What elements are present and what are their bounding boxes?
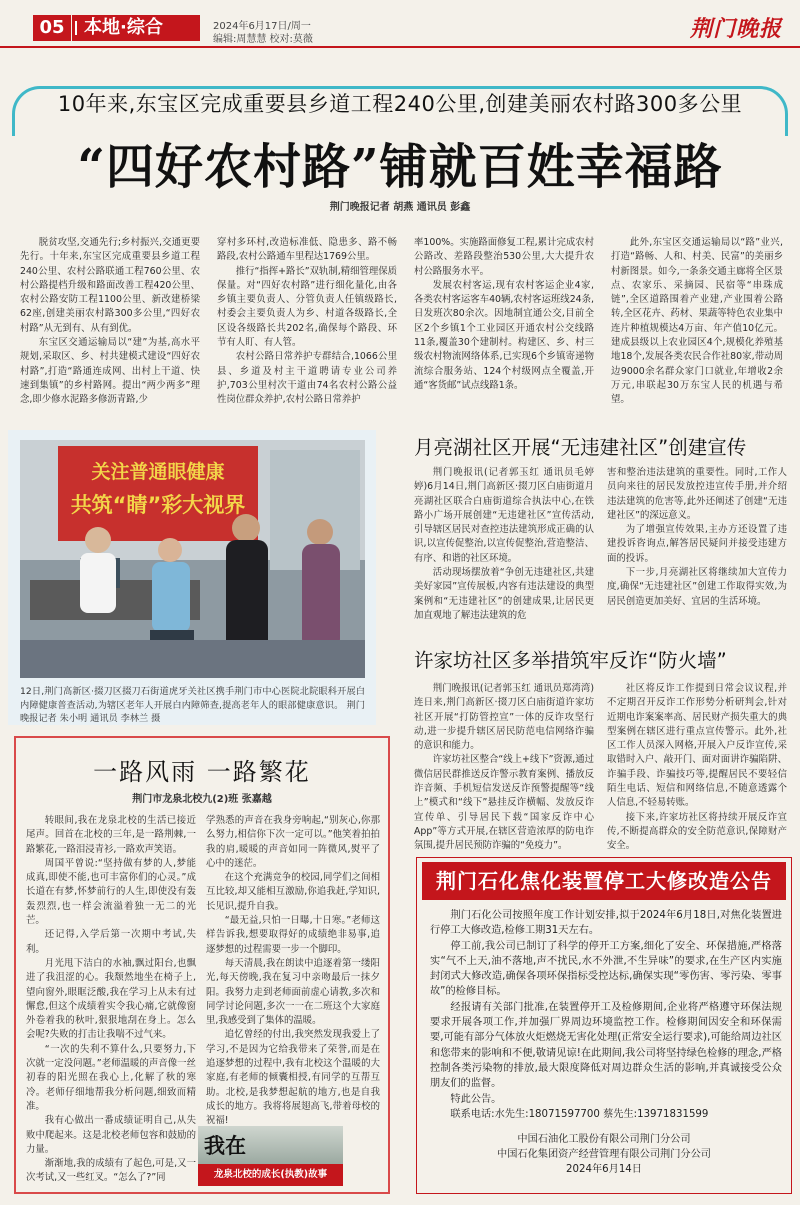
- paragraph: 渐渐地,我的成绩有了起色,可是,又一次考试,又一些红叉。“怎么了?”同: [26, 1158, 196, 1184]
- section-title: 本地·综合: [72, 15, 200, 41]
- paragraph: 月光甩下洁白的水袖,飘过阳台,也飘进了我沮涩的心。我颓然地坐在椅子上,望向窗外,眼眶泛酸,我在学习上从未有过懈怠,但这个成绩着实令我心痛,它就像窗外卷着我的秋叶,狠狠地刮在身上。怎么会呢?失败的打击让我喘不过气来。: [26, 957, 196, 1041]
- page-number: 05: [33, 15, 71, 41]
- eye-screening-photo-illustration: [20, 440, 365, 678]
- notice-title: 荆门石化焦化装置停工大修改造公告: [422, 862, 786, 900]
- essay-byline: 荆门市龙泉北校九(2)班 张嘉越: [132, 794, 272, 805]
- essay-column-2: [206, 814, 380, 1127]
- paragraph: 追忆曾经的付出,我突然发现我爱上了学习,不是因为它给我带来了荣誉,而是在追逐梦想的过程中,我有北校这个温暖的大家庭,有老师的倾囊相授,有同学的互帮互助。北校,是我梦想起航的地方,也是自我成长的地方。我将将展翅高飞,带着母校的祝福!: [206, 1029, 380, 1127]
- paragraph: 学熟悉的声音在我身旁响起,“别灰心,你那么努力,相信你下次一定可以。”他笑着拍拍我的肩,暖暖的声音如同一阵微风,熨平了心中的迷茫。: [206, 815, 380, 869]
- editor-credits: 编辑:周慧慧 校对:莫薇: [213, 34, 313, 45]
- newspaper-logo: 荆门晚报: [690, 16, 783, 42]
- story2-column-1: [414, 466, 594, 636]
- lead-column-3: [414, 236, 594, 420]
- contact-line: 联系电话:水先生:18071597700 蔡先生:13971831599: [450, 1108, 709, 1120]
- paragraph: 害和整治违法建筑的重要性。同时,工作人员向来往的居民发放控违宣传手册,并介绍违法建筑的危害等,此外还阐述了创建“无违建社区”的深远意义。: [607, 467, 787, 521]
- lead-byline: 荆门晚报记者 胡燕 通讯员 彭鑫: [329, 202, 471, 213]
- news-photo: [20, 440, 365, 678]
- paragraph: 发展农村客运,现有农村客运企业4家,各类农村客运客车40辆,农村客运班线24条,日发班次80余次。因地制宜通公交,目前全区2个乡镇1个工业园区开通农村公交线路11条,覆盖30个建制村。构建区、乡、村三级农村物流网络体系,已实现6个乡镇寄递物流综合服务站、124个村级网点全覆盖,开通“客货邮”试点线路1条。: [414, 279, 594, 391]
- paragraph: 脱贫攻坚,交通先行;乡村振兴,交通更要先行。十年来,东宝区完成重要县乡道工程240公里、农村公路联通工程760公里、农村公路提档升级和路面改善工程420公里、农村公路安防工程1100公里、新改建桥梁62座,创建美丽农村路300多公里,“四好农村路”从无到有、从有到优。: [20, 237, 200, 334]
- banner-line-1: 关注普通眼健康: [91, 461, 225, 483]
- signature-date: 2024年6月14日: [566, 1164, 642, 1175]
- paragraph: 率100%。实施路面修复工程,累计完成农村公路改、差路段整治530公里,大大提升农村公路服务水平。: [414, 237, 594, 277]
- paragraph: 社区将反诈工作提到日常会议议程,并不定期召开反诈工作形势分析研判会,针对近期电诈案案率高、居民财产损失重大的典型案例在辖区进行重点宣传警示。此外,社区工作人员深入网格,开展入户反诈宣传,采取错时入户、敲开门、面对面讲诈骗陷阱、诈骗手段、诈骗技巧等,提醒居民不要轻信陌生电话、短信和网络信息,不随意透露个人信息,不轻易转账。: [607, 683, 787, 809]
- column-badge: [198, 1126, 343, 1186]
- story2-column-2: [607, 466, 787, 636]
- paragraph: 荆门石化公司按照年度工作计划安排,拟于2024年6月18日,对焦化装置进行停工大修改造,检修工期31天左右。: [430, 910, 782, 937]
- paragraph: 荆门晚报讯(记者郭玉红 通讯员毛婷婷)6月14日,荆门高新区·掇刀区白庙街道月亮湖社区联合白庙街道综合执法中心,在铁路小广场开展创建“无违建社区”宣传活动,引导辖区居民对查控违法建筑形成正确的认识,以宣传促整治,以宣传促整治,营造整洁、有序、和谐的社区环境。: [414, 467, 594, 564]
- lead-column-1: [20, 236, 200, 420]
- paragraph: 东宝区交通运输局以“建”为基,高水平规划,采取区、乡、村共建模式建设“四好农村路”,打造“路通连成网、出村上干道、快速到集镇”的乡村路网。提出“两少两多”理念,即少修水泥路多修沥青路,少: [20, 337, 200, 406]
- paragraph: 下一步,月亮湖社区将继续加大宣传力度,确保“无违建社区”创建工作取得实效,为居民创造更加美好、宜居的生活环境。: [607, 567, 787, 607]
- lead-kicker: 10年来,东宝区完成重要县乡道工程240公里,创建美丽农村路300多公里: [57, 92, 743, 116]
- paragraph: 转眼间,我在龙泉北校的生活已接近尾声。回首在北校的三年,是一路荆棘,一路繁花,一路泪浸青衫,一路欢声笑语。: [26, 815, 196, 855]
- paragraph: “一次的失利不算什么,只要努力,下次就一定没问题。”老师温暖的声音像一丝初春的阳光照在我心上,化解了秋的寒冷。老师仔细地帮我分析问题,细致而精准。: [26, 1043, 196, 1112]
- paragraph: 周国平曾说:“坚持做有梦的人,梦能成真,即使不能,也可丰富你们的心灵。”成长道在有梦,怀梦前行的人生,即使没有轰轰烈烈,也一样会流溢着独一无二的光芒。: [26, 857, 196, 927]
- signature-company-1: 中国石油化工股份有限公司荆门分公司: [517, 1134, 691, 1145]
- paragraph: 许家坊社区整合“线上+线下”资源,通过微信居民群推送反诈警示教育案例、播放反诈音频、手机短信发送反诈预警提醒等“线上”模式和“线下”悬挂反诈横幅、发放反诈宣传单、引导居民下载“国家反诈中心App”等方式开展,在辖区营造浓厚的防电诈氛围,提升居民预防诈骗的“免疫力”。: [414, 754, 594, 852]
- notice-signature: [416, 1132, 792, 1177]
- column-badge-title: 我在: [204, 1133, 246, 1158]
- signature-company-2: 中国石化集团资产经营管理有限公司荆门分公司: [497, 1149, 711, 1160]
- masthead-rule: [0, 46, 800, 48]
- paragraph: 为了增强宣传效果,主办方还设置了违建投诉咨询点,解答居民疑问并接受违建方面的投诉。: [607, 524, 787, 564]
- paragraph: “最无益,只怕一日曝,十日寒。”老师这样告诉我,想要取得好的成绩绝非易事,追逐梦想的过程需要一步一个脚印。: [206, 915, 380, 955]
- lead-headline: “四好农村路”铺就百姓幸福路: [77, 139, 723, 195]
- paragraph: 穿村多环村,改造标准低、隐患多、路不畅路段,农村公路通车里程达1769公里。: [217, 237, 397, 263]
- photo-caption: 12日,荆门高新区·掇刀区掇刀石街道虎牙关社区携手荆门市中心医院北院眼科开展白内障健康普查活动,为辖区老年人开展白内障筛查,提高老年人的眼部健康意识。 荆门晚报记者 朱小明 通讯员 李林兰 摄: [20, 686, 365, 724]
- paragraph: 停工前,我公司已制订了科学的停开工方案,细化了安全、环保措施,严格落实“气不上天,油不落地,声不扰民,水不外泄,不生异味”的要求,在生产区内实施封闭式大修改造,确保各项环保指标受控达标,确保实现“零伤害、零污染、零事故”的检修目标。: [430, 940, 782, 998]
- column-badge-subtitle: 龙泉北校的成长(执教)故事: [198, 1164, 343, 1186]
- paragraph: 每天清晨,我在朗读中追逐着第一缕阳光,每天傍晚,我在复习中亲吻最后一抹夕阳。我努力走到老师面前虚心请教,多次和同学讨论问题,多次一一在二班这个大家庭里,我感受到了集体的温暖。: [206, 957, 380, 1027]
- lead-column-4: [611, 236, 783, 420]
- story2-title: 月亮湖社区开展“无违建社区”创建宣传: [414, 436, 747, 459]
- essay-column-1: [26, 814, 196, 1186]
- paragraph: 活动现场摆放着“争创无违建社区,共建美好家园”宣传展板,内容有违法建设的典型案例和“无违建社区”的创建成果,让居民更加直观地了解违法建筑的危: [414, 567, 594, 621]
- paragraph: 我有心做出一番成绩证明自己,从失败中爬起来。这是北校老师包容和鼓励的力量。: [26, 1115, 196, 1155]
- paragraph: 在这个充满竞争的校园,同学们之间相互比较,却又能相互激励,你追我赶,学知识,长见识,提升自我。: [206, 872, 380, 912]
- essay-title: 一路风雨 一路繁花: [93, 758, 311, 786]
- notice-body: [430, 908, 782, 1130]
- paragraph: 荆门晚报讯(记者郭玉红 通讯员郑湾湾)连日来,荆门高新区·掇刀区白庙街道许家坊社区开展“打防管控宣”一体的反诈攻坚行动,进一步提升辖区居民防范电信网络诈骗的意识和能力。: [414, 683, 594, 752]
- paragraph: 农村公路日常养护专群结合,1066公里县、乡道及村主干道聘请专业公司养护,703公里村次干道由74名农村公路公益性岗位群众养护,农村公路日常养护: [217, 351, 397, 406]
- story3-column-1: [414, 682, 594, 850]
- lead-column-2: [217, 236, 397, 420]
- issue-date: 2024年6月17日/周一: [213, 21, 311, 32]
- paragraph: 推行“指挥+路长”双轨制,精细管理保质保量。对“四好农村路”进行细化量化,由各乡镇主要负责人、分管负责人任镇级路长,村委会主要负责人为乡、村道各级路长,全区设各级路长共202名,确保每个路段、环节有人盯、有人管。: [217, 265, 397, 349]
- paragraph: 特此公告。: [450, 1093, 502, 1105]
- paragraph: 此外,东宝区交通运输局以“路”业兴,打造“路畅、人和、村美、民富”的美丽乡村新图景。如今,一条条交通主廊将全区景点、农家乐、采摘园、民宿等“串珠成链”,全区道路围着产业建,产业围着公路转,全区花卉、药材、果蔬等特色农业集中连片种植规模达4万亩、年产值10亿元。建成县级以上农业园区4个,规模化养殖基地18个,发展各类农民合作社80家,带动周边9000余名群众家门口就业,年增收2余万元,串联起30万东宝人民的机遇与希望。: [611, 237, 783, 406]
- story3-column-2: [607, 682, 787, 850]
- paragraph: 接下来,许家坊社区将持续开展反诈宣传,不断提高群众的安全防范意识,保障财产安全。: [607, 811, 787, 852]
- paragraph: 还记得,入学后第一次期中考试,失利。: [26, 929, 196, 955]
- story3-title: 许家坊社区多举措筑牢反诈“防火墙”: [414, 649, 727, 672]
- banner-line-2: 共筑“睛”彩大视界: [70, 493, 246, 517]
- paragraph: 经报请有关部门批准,在装置停开工及检修期间,企业将严格遵守环保法规要求开展各项工作,并加强厂界周边环境监控工作。检修期间因安全和环保需要,可能有部分气体放火炬燃烧无害化处理(正常安全运行要求),可能给周边社区和您带来的影响和不便,敬请见谅!在此期间,我公司将坚持绿色检修的理念,严格控制各类污染物的排放,最大限度降低对周边群众生活的影响,并真诚接受公众朋友们的监督。: [430, 1001, 782, 1090]
